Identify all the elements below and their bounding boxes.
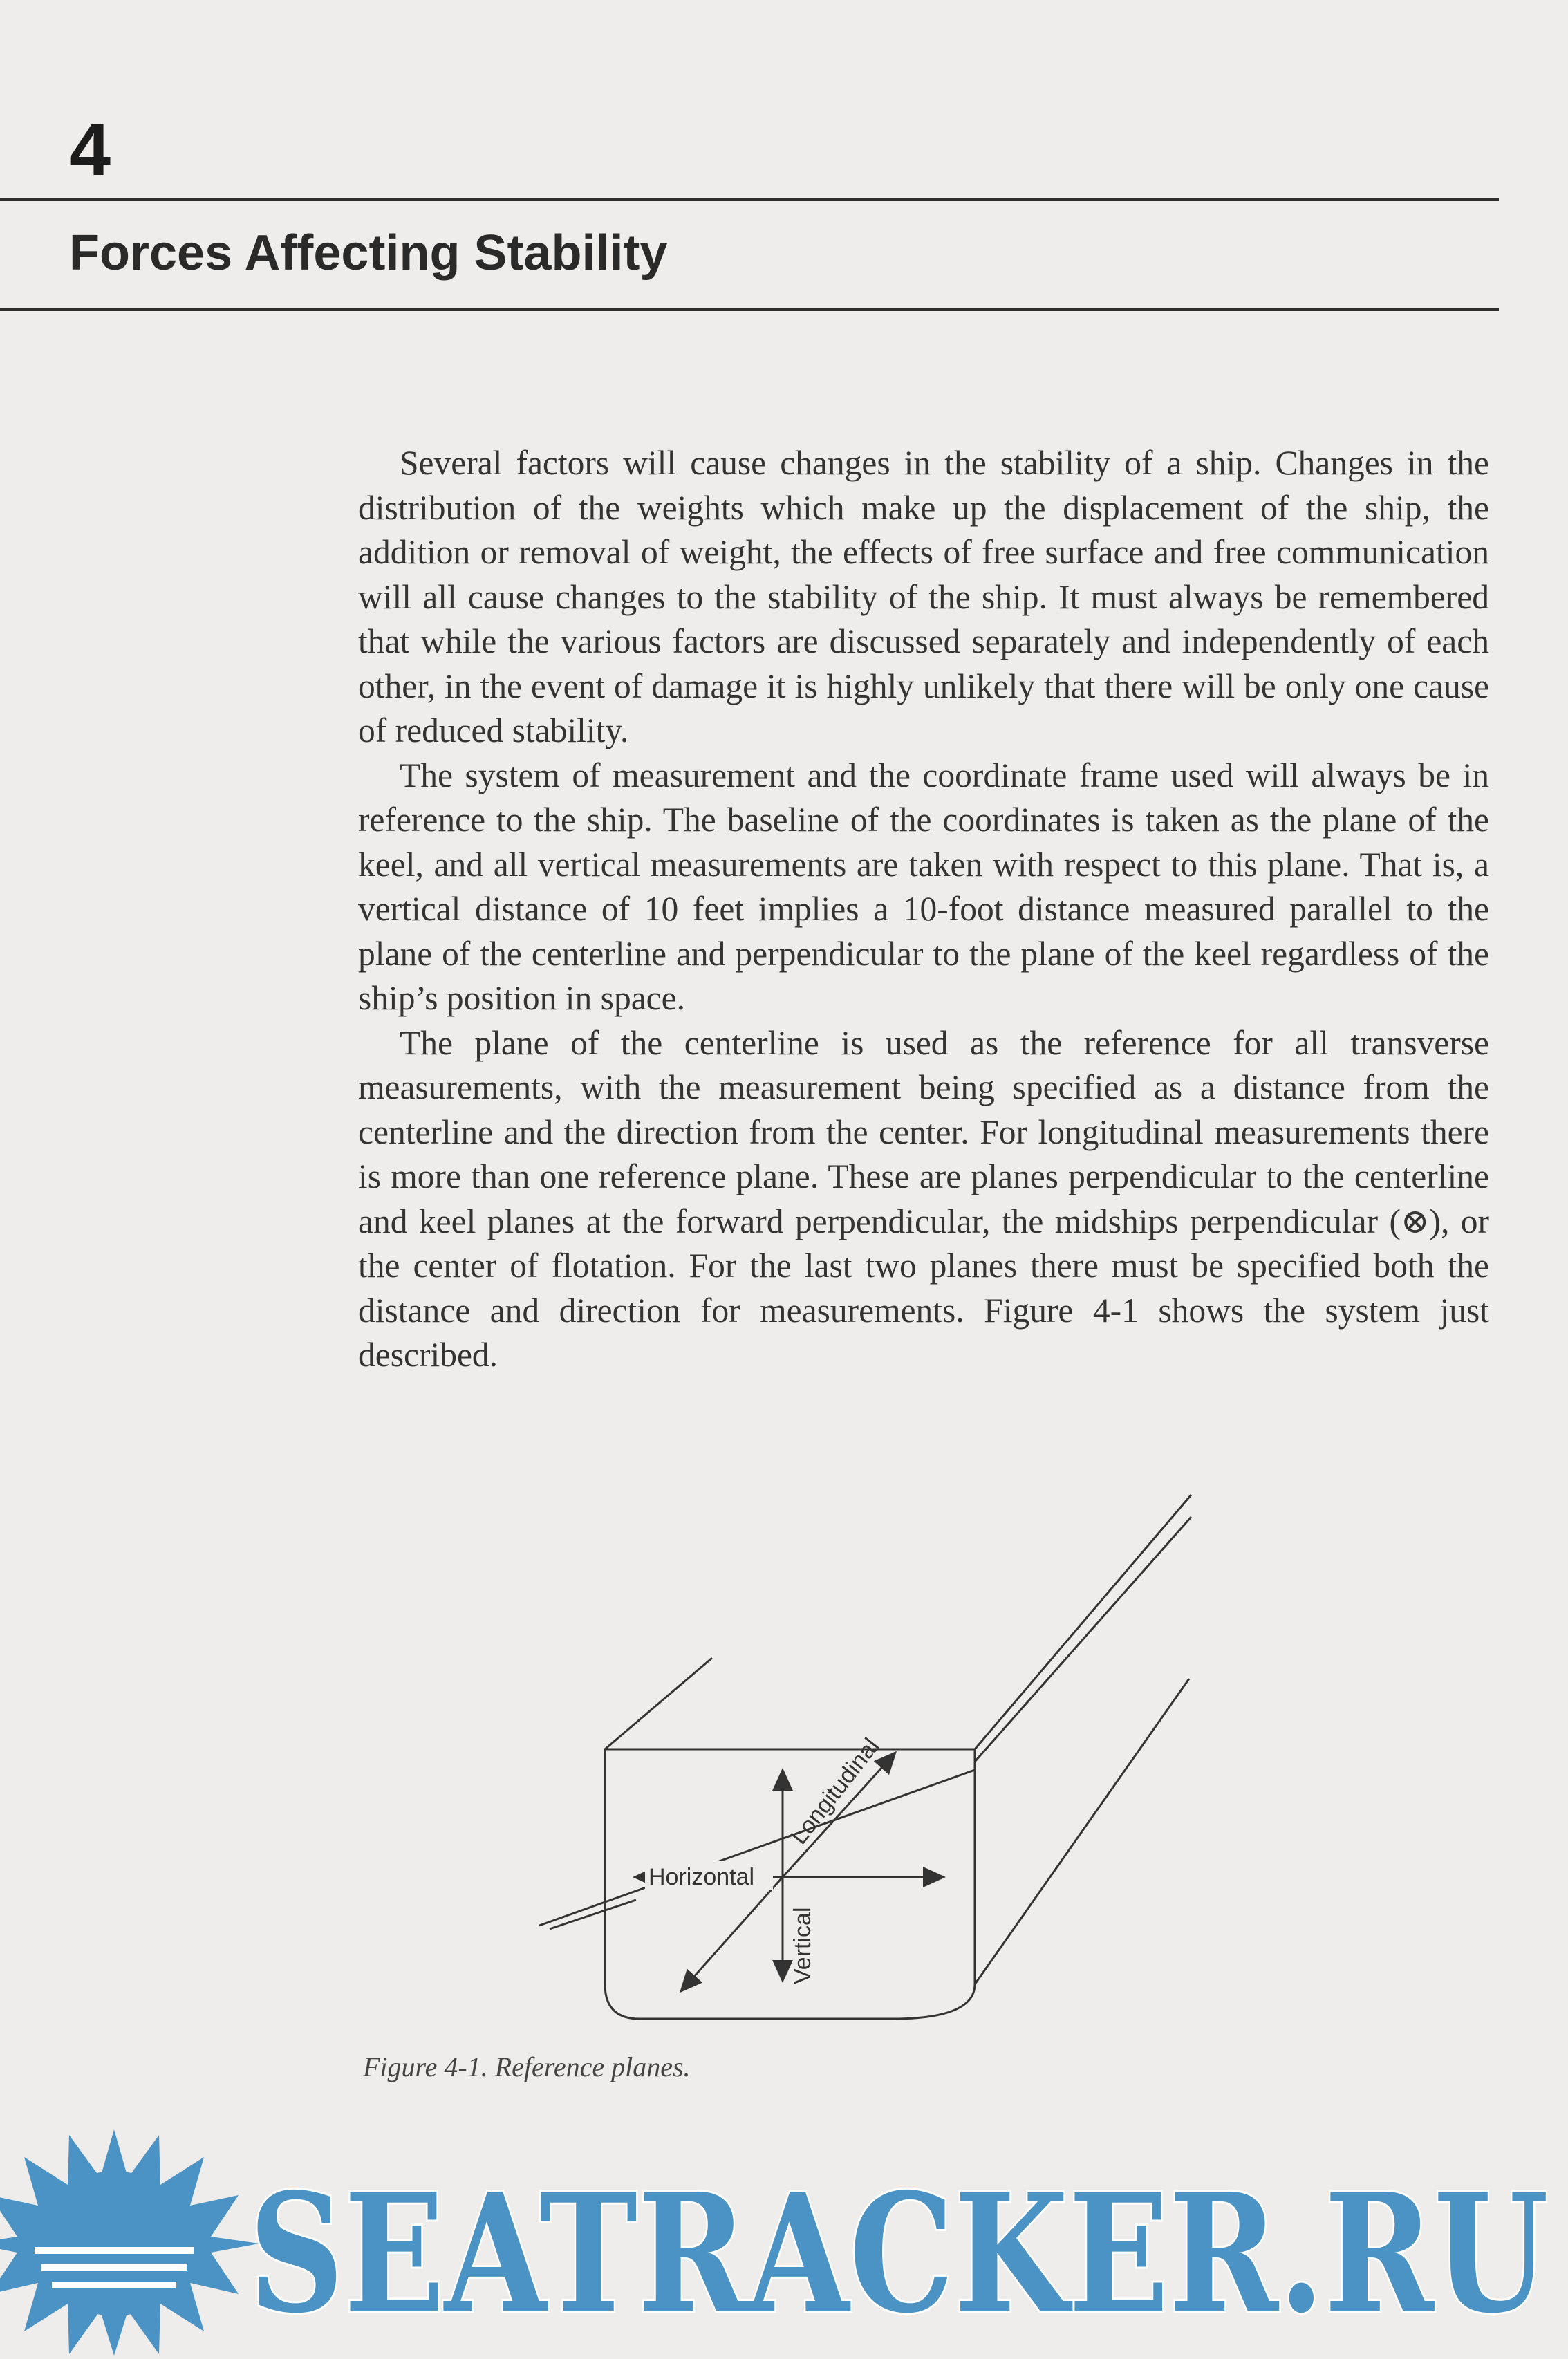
reference-planes-figure <box>512 1486 1217 2040</box>
horizontal-label: Horizontal <box>648 1864 755 1890</box>
chapter-number: 4 <box>69 107 111 191</box>
header-rule-top <box>0 198 1499 201</box>
paragraph: Several factors will cause changes in the stability of a ship. Changes in the distribution of the weights which make up the displacement of the ship, the addition or removal of weight, the effects of free surface and free communication will all cause changes to the stability of the ship. It must always be remembered that while the various factors are discussed separately and independently of each other, in the event of damage it is highly unlikely that there will be only one cause of reduced stability. <box>358 444 1489 749</box>
hull-back-edge <box>605 1658 712 1749</box>
watermark-graphic <box>0 2129 1568 2356</box>
figure-caption: Figure 4-1. Reference planes. <box>363 2051 691 2082</box>
vertical-label: Vertical <box>790 1907 816 1984</box>
header-rule-bottom <box>0 308 1499 311</box>
keel-plane-line-2 <box>550 1900 636 1929</box>
watermark <box>0 2129 1568 2356</box>
paragraph: The plane of the centerline is used as the reference for all transverse measurements, with the measurement being specified as a distance from the centerline and the direction from the center. For longitudinal measurements there is more than one reference plane. These are planes perpendicular to the centerline and keel planes at the forward perpendicular, the midships perpendicular (⊗), or the center of flotation. For the last two planes there must be specified both the distance and direction for measurements. Figure 4-1 shows the system just described. <box>358 1023 1489 1374</box>
hull-diagram <box>512 1486 1217 2040</box>
hull-deck-edge-outer <box>975 1495 1191 1749</box>
sun-logo-icon <box>0 2129 259 2356</box>
hull-deck-edge-inner <box>975 1517 1191 1762</box>
longitudinal-label: Longitudinal <box>785 1733 885 1849</box>
body-text <box>358 441 1489 1378</box>
chapter-title: Forces Affecting Stability <box>69 225 668 281</box>
paragraph: The system of measurement and the coordinate frame used will always be in reference to the ship. The baseline of the coordinates is taken as the plane of the keel, and all vertical measurements are taken with respect to this plane. That is, a vertical distance of 10 feet implies a 10-foot distance measured parallel to the plane of the centerline and perpendicular to the plane of the keel regardless of the ship’s position in space. <box>358 756 1489 1017</box>
watermark-text: SEATRACKER.RU <box>249 2157 1549 2349</box>
longitudinal-axis-aft <box>681 1877 783 1991</box>
